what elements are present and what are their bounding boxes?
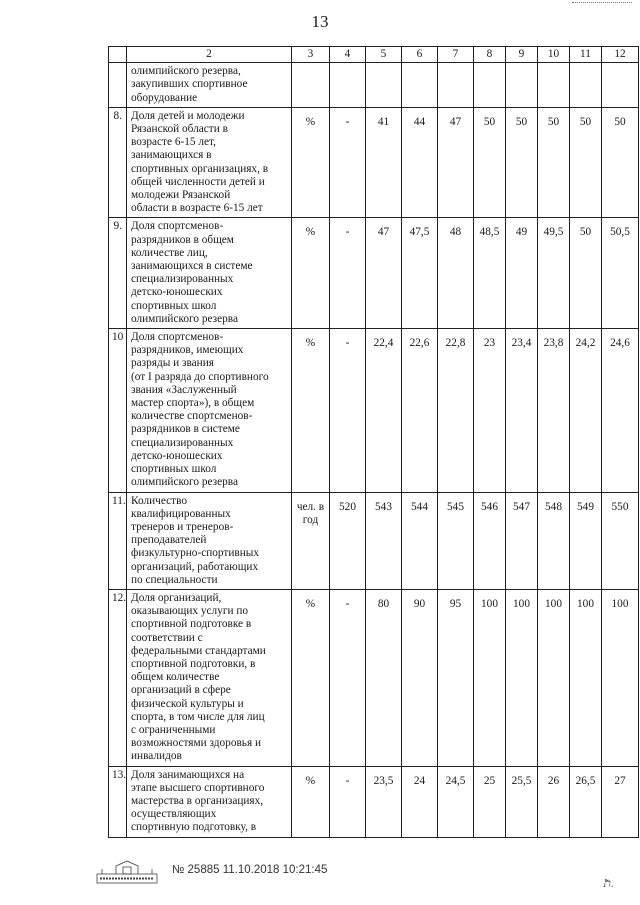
value-cell: - (330, 218, 366, 329)
value-cell: 549 (570, 492, 602, 589)
value-cell: - (330, 766, 366, 837)
row-number: 8. (109, 107, 127, 218)
value-cell: 24,6 (602, 329, 639, 492)
value-cell: 50 (602, 107, 639, 218)
value-cell: 47 (366, 218, 402, 329)
column-header: 8 (474, 47, 506, 63)
value-cell: 26,5 (570, 766, 602, 837)
unit-cell: % (292, 107, 330, 218)
value-cell: 543 (366, 492, 402, 589)
unit-cell: % (292, 218, 330, 329)
value-cell: 50 (538, 107, 570, 218)
value-cell: 550 (602, 492, 639, 589)
column-header: 7 (438, 47, 474, 63)
value-cell (402, 63, 438, 108)
value-cell: 47,5 (402, 218, 438, 329)
row-number (109, 63, 127, 108)
value-cell (330, 63, 366, 108)
value-cell: 24 (402, 766, 438, 837)
value-cell: 50 (570, 107, 602, 218)
value-cell: 100 (538, 589, 570, 766)
column-header: 3 (292, 47, 330, 63)
indicator-description: олимпийского резерва, закупивших спортивное оборудование (127, 63, 292, 108)
column-header: 4 (330, 47, 366, 63)
value-cell: 23 (474, 329, 506, 492)
value-cell: 95 (438, 589, 474, 766)
table-row (109, 107, 639, 218)
column-header: 10 (538, 47, 570, 63)
value-cell: 23,4 (506, 329, 538, 492)
value-cell: 544 (402, 492, 438, 589)
value-cell: 22,4 (366, 329, 402, 492)
value-cell: 24,5 (438, 766, 474, 837)
value-cell: 50 (506, 107, 538, 218)
value-cell: 24,2 (570, 329, 602, 492)
value-cell (570, 63, 602, 108)
value-cell: 48,5 (474, 218, 506, 329)
row-number: 10 (109, 329, 127, 492)
value-cell: 520 (330, 492, 366, 589)
page-number: 13 (311, 12, 329, 31)
row-number: 9. (109, 218, 127, 329)
value-cell: - (330, 329, 366, 492)
unit-cell (292, 63, 330, 108)
indicator-description: Доля занимающихся на этапе высшего спортивного мастерства в организациях, осуществляющих спортивную подготовку, в (127, 766, 292, 837)
value-cell: 548 (538, 492, 570, 589)
value-cell (366, 63, 402, 108)
table-header-row (109, 47, 639, 63)
column-header: 11 (570, 47, 602, 63)
value-cell: 41 (366, 107, 402, 218)
column-header: 2 (127, 47, 292, 63)
indicator-description: Доля спортсменов- разрядников, имеющих разряды и звания (от I разряда до спортивного звания «Заслуженный мастер спорта»), в общем количестве спортсменов- разрядников в системе специализированных детско-юношеских спортивных школ олимпийского резерва (127, 329, 292, 492)
value-cell: 50,5 (602, 218, 639, 329)
value-cell: 90 (402, 589, 438, 766)
table-row (109, 218, 639, 329)
value-cell: 49 (506, 218, 538, 329)
unit-cell: % (292, 766, 330, 837)
value-cell: 48 (438, 218, 474, 329)
value-cell: 27 (602, 766, 639, 837)
value-cell: 546 (474, 492, 506, 589)
scan-mark (572, 2, 632, 9)
row-number: 12. (109, 589, 127, 766)
value-cell: 50 (474, 107, 506, 218)
row-number: 11. (109, 492, 127, 589)
table-row (109, 492, 639, 589)
value-cell: 25 (474, 766, 506, 837)
value-cell: - (330, 107, 366, 218)
column-header: 12 (602, 47, 639, 63)
registry-stamp-icon (96, 860, 158, 884)
value-cell: 22,8 (438, 329, 474, 492)
value-cell: 545 (438, 492, 474, 589)
value-cell: 25,5 (506, 766, 538, 837)
column-header: 9 (506, 47, 538, 63)
column-header (109, 47, 127, 63)
indicator-description: Количество квалифицированных тренеров и тренеров- преподавателей физкультурно-спортивных организаций, работающих по специальности (127, 492, 292, 589)
table-row (109, 589, 639, 766)
indicator-description: Доля организаций, оказывающих услуги по спортивной подготовке в соответствии с федеральными стандартами спортивной подготовки, в общем количестве организаций в сфере физической культуры и спорта, в том числе для лиц с ограниченными возможностями здоровья и инвалидов (127, 589, 292, 766)
column-header: 5 (366, 47, 402, 63)
column-header: 6 (402, 47, 438, 63)
value-cell: 80 (366, 589, 402, 766)
value-cell: 26 (538, 766, 570, 837)
value-cell: - (330, 589, 366, 766)
unit-cell: % (292, 329, 330, 492)
value-cell (602, 63, 639, 108)
value-cell: 47 (438, 107, 474, 218)
value-cell: 100 (602, 589, 639, 766)
value-cell: 100 (474, 589, 506, 766)
indicator-description: Доля спортсменов- разрядников в общем количестве лиц, занимающихся в системе специализированных детско-юношеских спортивных школ олимпийского резерва (127, 218, 292, 329)
table-row (109, 766, 639, 837)
value-cell: 100 (570, 589, 602, 766)
unit-cell: % (292, 589, 330, 766)
value-cell: 49,5 (538, 218, 570, 329)
indicator-description: Доля детей и молодежи Рязанской области в возрасте 6-15 лет, занимающихся в спортивных организациях, в общей численности детей и молодежи Рязанской области в возрасте 6-15 лет (127, 107, 292, 218)
indicators-table (108, 46, 639, 838)
table-row (109, 63, 639, 108)
value-cell (438, 63, 474, 108)
value-cell: 100 (506, 589, 538, 766)
value-cell: 22,6 (402, 329, 438, 492)
row-number: 13. (109, 766, 127, 837)
document-registration-text: № 25885 11.10.2018 10:21:45 (172, 864, 328, 876)
unit-cell: чел. в год (292, 492, 330, 589)
value-cell: 23,5 (366, 766, 402, 837)
value-cell: 50 (570, 218, 602, 329)
value-cell: 44 (402, 107, 438, 218)
value-cell (474, 63, 506, 108)
value-cell: 547 (506, 492, 538, 589)
value-cell (506, 63, 538, 108)
table-row (109, 329, 639, 492)
value-cell (538, 63, 570, 108)
value-cell: 23,8 (538, 329, 570, 492)
handwritten-mark: ת̃. (603, 876, 614, 890)
